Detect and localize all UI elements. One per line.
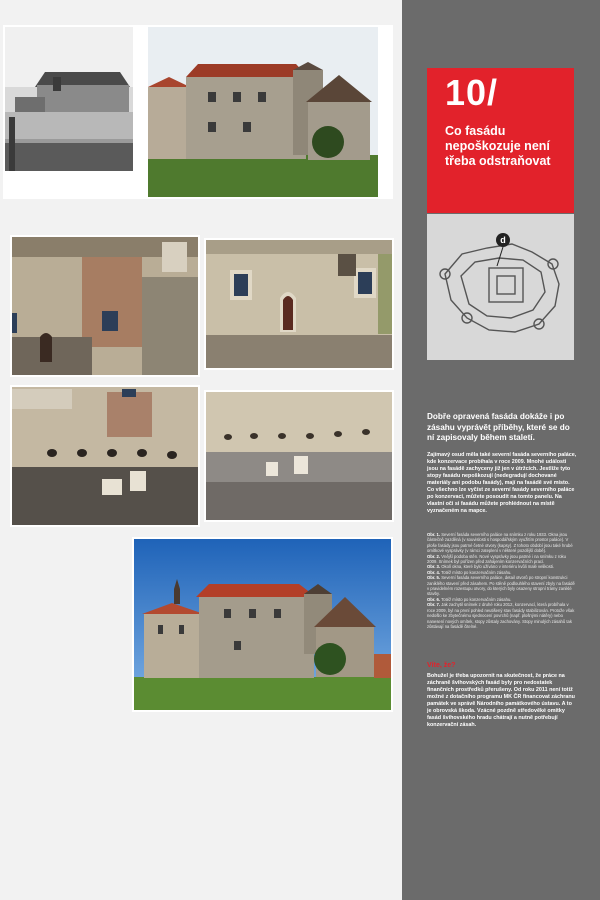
- caption-2: Obr. 2. Vnější podoba stěn. Nové vysprávky jsou patrné i na snímku z roku 2009. Snímek byl pořízen před zahájením konzervačních prací.: [427, 553, 566, 565]
- historic-photo-1933: [5, 27, 133, 171]
- caption-7: Obr. 7. Jak zachytil snímek z druhé roku 2012, konzervací, která probíhala v roce 2009, byl na první pohled neutišený stav fasády stabilizován. Protože však nedošlo ke zbytečnému sjednocení povrchů (např. plošnými nátěry) nebo nanesení nových omítek, stopy zůstaly zachovány. Stopy minulých zásahů tak zůstávají na fasádě čitelné.: [427, 602, 575, 629]
- did-you-know-text: Bohužel je třeba upozornit na skutečnost, že práce na záchraně švihovských fasád byly pro nedostatek finančních prostředků přerušeny. Od roku 2011 není totiž možné z dotačního programu MK ČR financovat záchranu památek ve správě Národního památkového ústavu. A to je obrovská škoda. Vzácné pozdně středověké omítky fasád švihovského hradu chátrají a nutně potřebují konzervační zásah.: [427, 673, 575, 728]
- main-heading: Dobře opravená fasáda dokáže i po zásahu vyprávět příběhy, které se do ní zapisovaly během staletí.: [427, 412, 570, 442]
- beam-holes-before: [12, 387, 198, 525]
- caption-6: Obr. 6. Totéž místo po konzervačním zásahu.: [427, 596, 512, 602]
- panel-title-box: [427, 68, 574, 213]
- caption-4: Obr. 4. Totéž místo po konzervačním zásahu.: [427, 569, 512, 575]
- castle-photo-2012: [134, 539, 391, 710]
- intro-paragraph-2: Co všechno lze vyčíst ze severní fasády severního paláce po konzervaci, můžete posoudit na tomto panelu. Na vlastní oči si fasádu můžete prohlédnout na místě vyznačeném na mapce.: [427, 487, 575, 514]
- figure-captions: [427, 532, 577, 629]
- caption-3: Obr. 3. Okolí okna, které bylo užíváno v interiéru kvůli malé velikosti.: [427, 564, 555, 570]
- location-map: [427, 214, 574, 360]
- panel-number: 10/: [445, 72, 499, 113]
- map-marker-d: d: [500, 235, 506, 245]
- castle-photo-2009: [148, 27, 378, 197]
- intro-text: [427, 452, 577, 515]
- did-you-know-heading: Víte, že?: [427, 662, 456, 669]
- intro-paragraph-1: Zajímavý osud měla také severní fasáda severního paláce, kde konzervace probíhala v roce 2009. Mnohé události jsou na fasádě zachyceny již jen v útržcích. Jestliže tyto stopy fasádu nepoškozují (nedegradují dochované materiály ani podobu fasády), mají na fasádě své místo.: [427, 452, 577, 486]
- beam-holes-after: [206, 392, 392, 520]
- window-detail-before: [12, 237, 198, 375]
- caption-5: Obr. 5. Severní fasáda severního paláce, detail otvorů po stropní konstrukci zaniklého stavení před zásahem. Po stěně podlouhlého stavení zbyly na fasádě v pravidelném rozestupu otvory, do kterých byly osazeny stropní trámy zaniklé stavby.: [427, 575, 575, 597]
- panel-title: Co fasádu nepoškozuje není třeba odstraňovat: [445, 124, 551, 168]
- caption-1: Obr. 1. Severní fasáda severního paláce na snímku z roku 1933. Okna jsou částečně zazděná (v souvislosti s hospodářským využitím prostor paláce). V ploše fasády jsou patrné četné otvory (kapsy). Z tohoto období jsou také hrubé omítkové vysprávky (v rámci zateplení v některé pozdější době).: [427, 532, 573, 554]
- window-detail-after: [206, 240, 392, 368]
